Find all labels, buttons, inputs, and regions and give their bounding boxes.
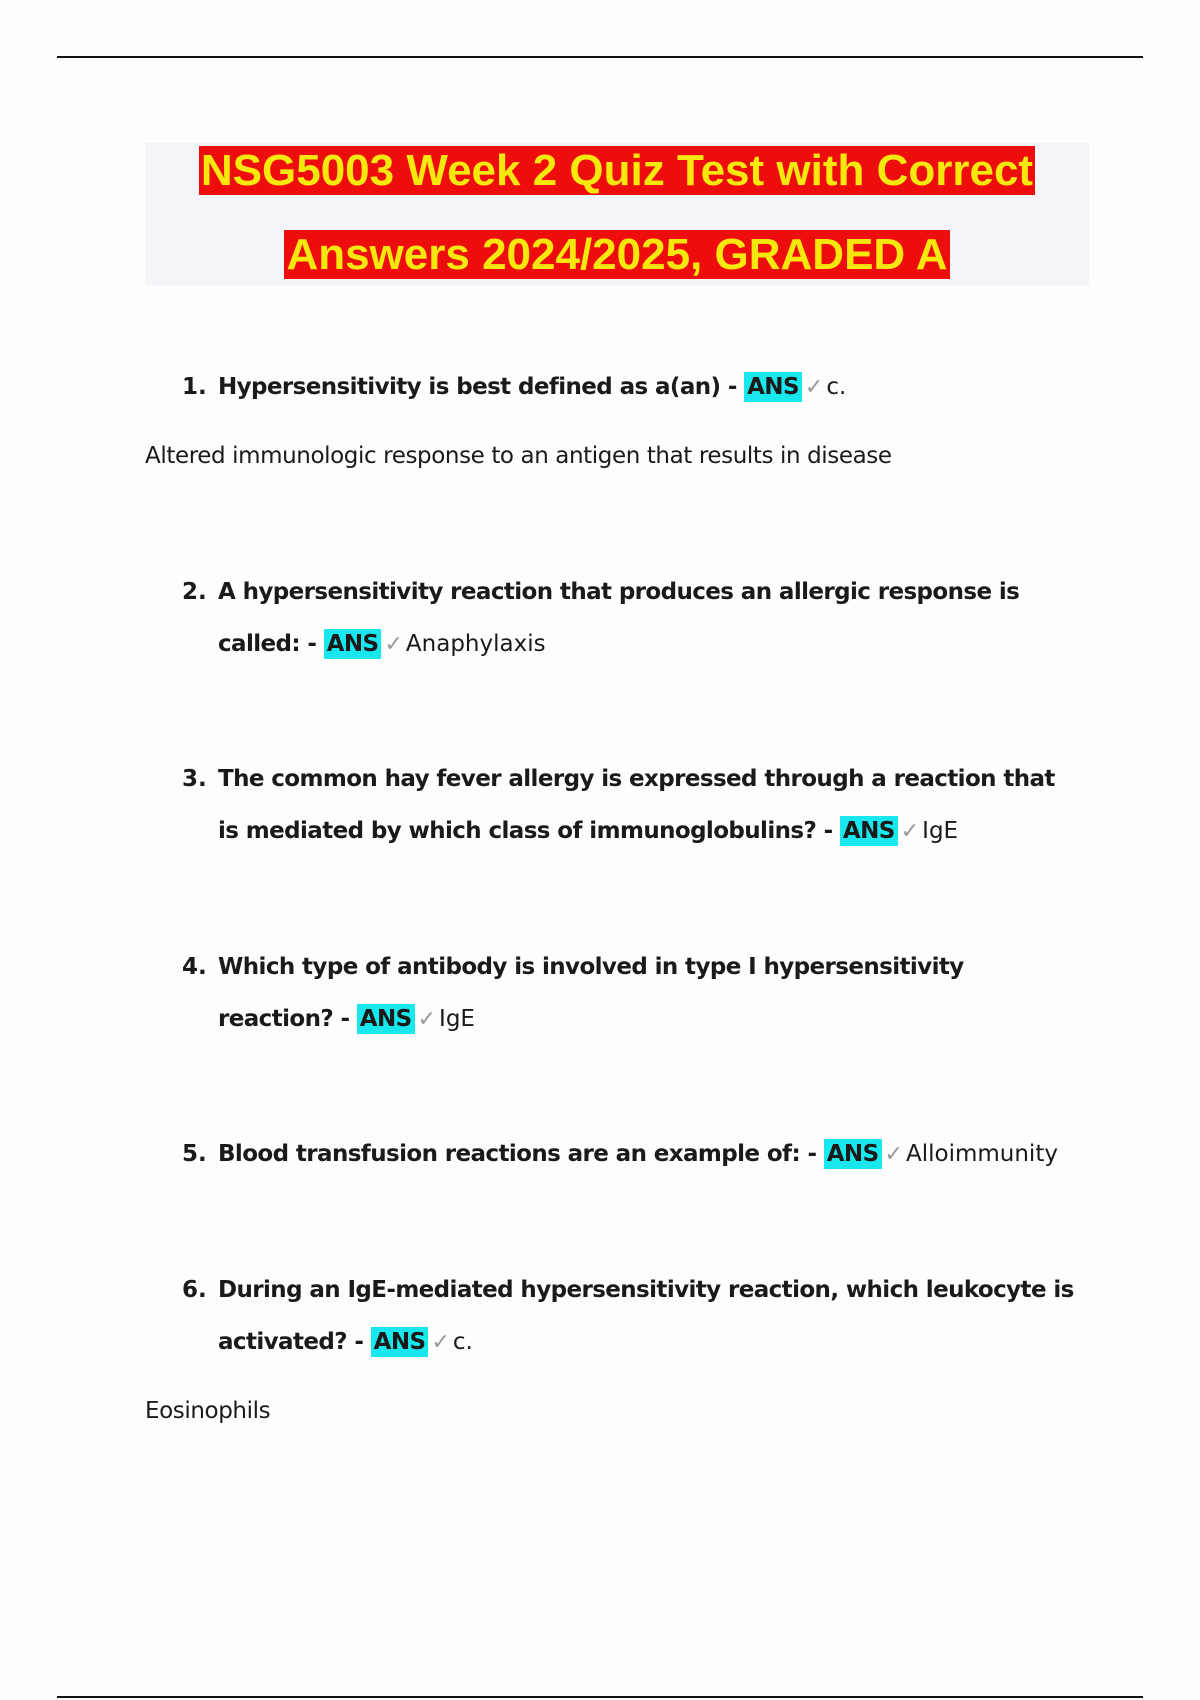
checkmark-icon: ✓ (417, 1007, 437, 1032)
question-6 (182, 1264, 1082, 1369)
answer-text: c. (826, 374, 847, 400)
question-number: 6. (182, 1277, 207, 1303)
checkmark-icon: ✓ (384, 632, 403, 657)
question-text: Which type of antibody is involved in type I hypersensitivity reaction? - (218, 954, 964, 1032)
checkmark-icon: ✓ (804, 375, 824, 400)
document-title (145, 143, 1089, 285)
question-text: During an IgE-mediated hypersensitivity reaction, which leukocyte is activated? - (218, 1277, 1074, 1355)
question-text: Hypersensitivity is best defined as a(an) - (218, 374, 737, 400)
ans-label: ANS (357, 1004, 415, 1034)
bottom-rule (57, 1696, 1143, 1698)
answer-text: Anaphylaxis (405, 631, 546, 657)
answer-detail-1: Altered immunologic response to an antigen that results in disease (145, 443, 892, 469)
question-1 (182, 361, 1082, 414)
question-text: A hypersensitivity reaction that produces an allergic response is called: - (218, 579, 1020, 657)
question-number: 1. (182, 374, 207, 400)
title-line-2: Answers 2024/2025, GRADED A (286, 230, 948, 279)
title-line-1: NSG5003 Week 2 Quiz Test with Correct (200, 146, 1034, 195)
question-2 (182, 566, 1082, 671)
checkmark-icon: ✓ (900, 819, 920, 844)
question-4 (182, 941, 1082, 1046)
question-3 (182, 753, 1082, 858)
answer-text: c. (452, 1329, 473, 1355)
checkmark-icon: ✓ (884, 1142, 903, 1167)
question-text: Blood transfusion reactions are an example of: - (218, 1141, 817, 1167)
answer-text: Alloimmunity (905, 1141, 1058, 1167)
answer-text: IgE (439, 1006, 475, 1032)
ans-label: ANS (324, 629, 382, 659)
question-number: 2. (182, 579, 207, 605)
question-number: 4. (182, 954, 207, 980)
question-text: The common hay fever allergy is expressed through a reaction that is mediated by which class of immunoglobulins? - (218, 766, 1055, 844)
answer-detail-6: Eosinophils (145, 1398, 271, 1424)
ans-label: ANS (824, 1139, 882, 1169)
question-5 (182, 1128, 1082, 1181)
ans-label: ANS (840, 816, 898, 846)
checkmark-icon: ✓ (431, 1330, 450, 1355)
answer-text: IgE (922, 818, 959, 844)
question-number: 5. (182, 1141, 207, 1167)
question-number: 3. (182, 766, 207, 792)
ans-label: ANS (744, 372, 802, 402)
top-rule (57, 56, 1143, 58)
ans-label: ANS (371, 1327, 429, 1357)
